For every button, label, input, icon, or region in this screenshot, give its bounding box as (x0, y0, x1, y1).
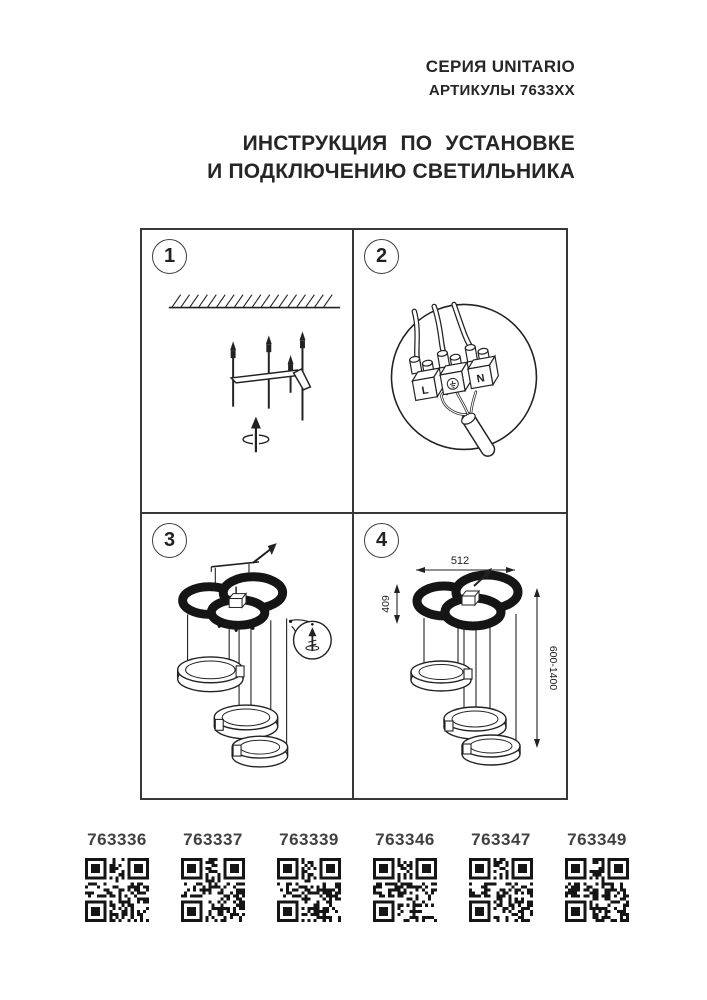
qr-item (456, 830, 546, 927)
step-1-panel (142, 230, 354, 514)
qr-item (72, 830, 162, 927)
mounting-bracket (230, 331, 310, 420)
qr-code (181, 858, 245, 922)
light-ring-2 (444, 707, 506, 739)
article-number: 763336 (87, 830, 147, 849)
title-line-2: И ПОДКЛЮЧЕНИЮ СВЕТИЛЬНИКА (207, 160, 575, 183)
terminal-l-label: L (420, 384, 430, 398)
qr-item (552, 830, 642, 927)
qr-code (85, 858, 149, 922)
rotate-to-fix-arrow (243, 417, 269, 453)
terminal-n-label: N (475, 372, 486, 386)
qr-item (264, 830, 354, 927)
qr-code (565, 858, 629, 922)
qr-item (360, 830, 450, 927)
series-name: СЕРИЯ UNITARIO (425, 57, 575, 76)
dimension-width (416, 555, 515, 573)
light-ring-3 (462, 735, 520, 765)
step-4-panel (354, 514, 566, 798)
light-ring-2 (214, 705, 277, 739)
dimension-width-label: 512 (450, 555, 470, 567)
ceiling-hatch (169, 295, 340, 308)
light-ring-1 (178, 657, 244, 692)
light-ring-1 (411, 661, 472, 691)
step-3-panel (142, 514, 354, 798)
article-qr-row (72, 830, 642, 927)
dimension-canopy-height (380, 584, 400, 624)
article-number: 763339 (279, 830, 339, 849)
step-1-number: 1 (152, 239, 187, 274)
dimension-canopy-height-label: 409 (380, 595, 392, 613)
step-2-number: 2 (364, 239, 399, 274)
article-series: АРТИКУЛЫ 7633XX (428, 82, 575, 99)
article-number: 763347 (471, 830, 531, 849)
step-4-number: 4 (364, 523, 399, 558)
header (207, 57, 575, 186)
qr-item (168, 830, 258, 927)
article-number: 763346 (375, 830, 435, 849)
step-2-panel (354, 230, 566, 514)
steps-grid (140, 228, 568, 800)
dimension-suspension-range (534, 588, 559, 748)
title-line-1: ИНСТРУКЦИЯ ПО УСТАНОВКЕ (242, 132, 575, 155)
dimension-suspension-range-label: 600-1400 (547, 645, 559, 691)
step-3-number: 3 (152, 523, 187, 558)
qr-code (373, 858, 437, 922)
article-number: 763349 (567, 830, 627, 849)
light-ring-3 (232, 736, 287, 767)
qr-code (277, 858, 341, 922)
screw-detail-callout (292, 620, 332, 659)
page-title (207, 130, 575, 186)
qr-code (469, 858, 533, 922)
article-number: 763337 (183, 830, 243, 849)
